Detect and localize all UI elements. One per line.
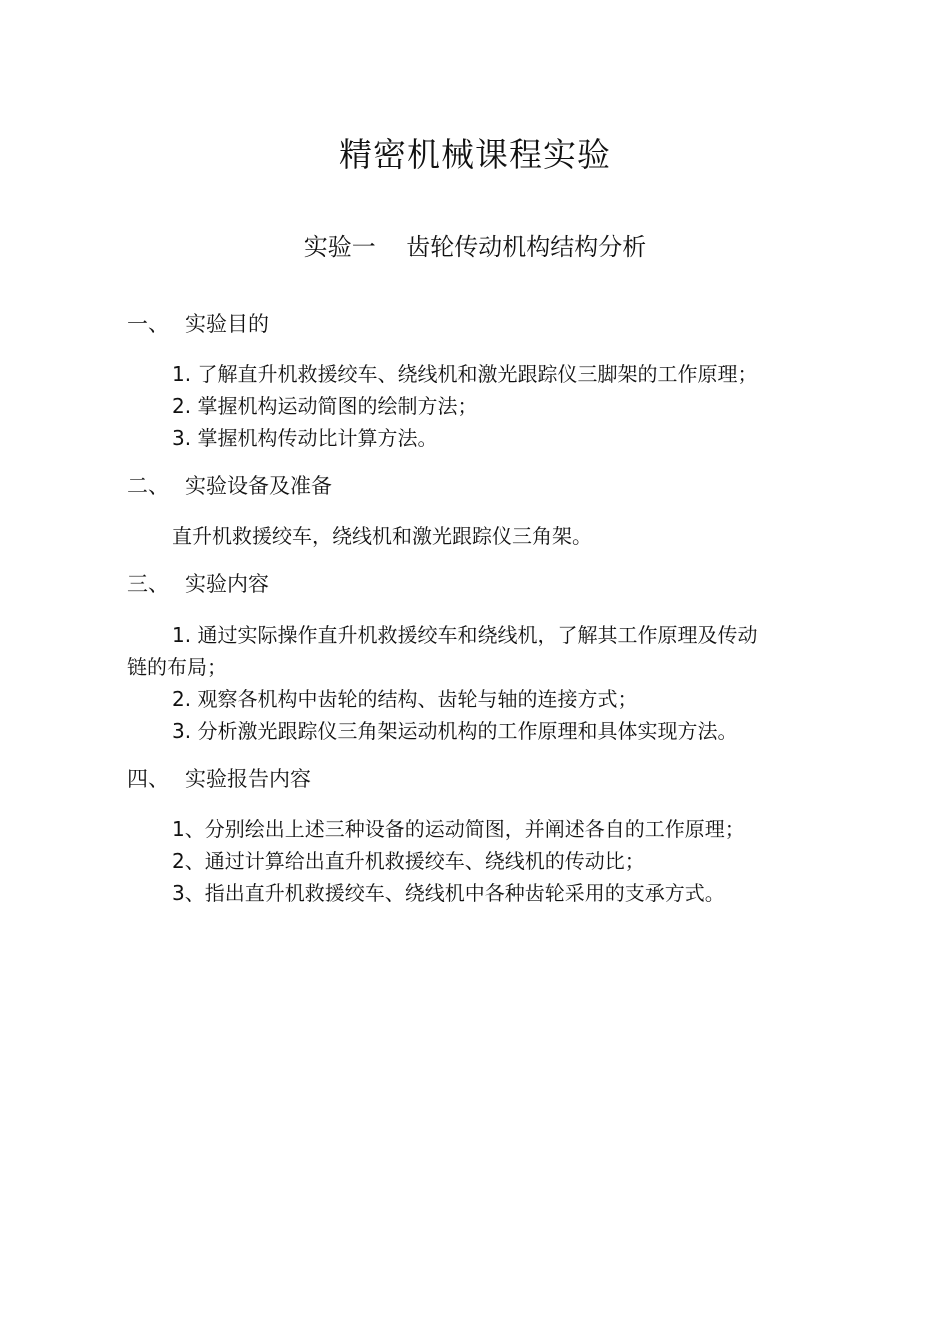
section-heading-content: [127, 569, 269, 599]
list-item-continuation: 链的布局；: [127, 655, 227, 679]
section-heading-purpose: [127, 309, 269, 339]
section-number: 二、: [127, 474, 169, 498]
paragraph: 直升机救援绞车，绕线机和激光跟踪仪三角架。: [172, 524, 592, 548]
section-number: 一、: [127, 312, 169, 336]
list-item: 2. 观察各机构中齿轮的结构、齿轮与轴的连接方式；: [172, 687, 638, 711]
list-item: 2、通过计算给出直升机救援绞车、绕线机的传动比；: [172, 849, 645, 873]
list-item: 2. 掌握机构运动简图的绘制方法；: [172, 394, 478, 418]
document-title: 精密机械课程实验: [339, 135, 611, 174]
list-item: 3. 掌握机构传动比计算方法。: [172, 426, 438, 450]
section-number: 四、: [127, 767, 169, 791]
section-title: 实验设备及准备: [185, 474, 332, 498]
section-number: 三、: [127, 572, 169, 596]
list-item: 3. 分析激光跟踪仪三角架运动机构的工作原理和具体实现方法。: [172, 719, 738, 743]
experiment-title: 实验一 齿轮传动机构结构分析: [303, 233, 647, 261]
list-item: 1. 通过实际操作直升机救援绞车和绕线机，了解其工作原理及传动: [172, 623, 758, 647]
section-title: 实验报告内容: [185, 767, 311, 791]
section-heading-equipment: [127, 471, 332, 501]
section-heading-report: [127, 764, 311, 794]
section-title: 实验目的: [185, 312, 269, 336]
section-title: 实验内容: [185, 572, 269, 596]
list-item: 1、分别绘出上述三种设备的运动简图，并阐述各自的工作原理；: [172, 817, 745, 841]
list-item: 1. 了解直升机救援绞车、绕线机和激光跟踪仪三脚架的工作原理；: [172, 362, 758, 386]
list-item: 3、指出直升机救援绞车、绕线机中各种齿轮采用的支承方式。: [172, 881, 725, 905]
